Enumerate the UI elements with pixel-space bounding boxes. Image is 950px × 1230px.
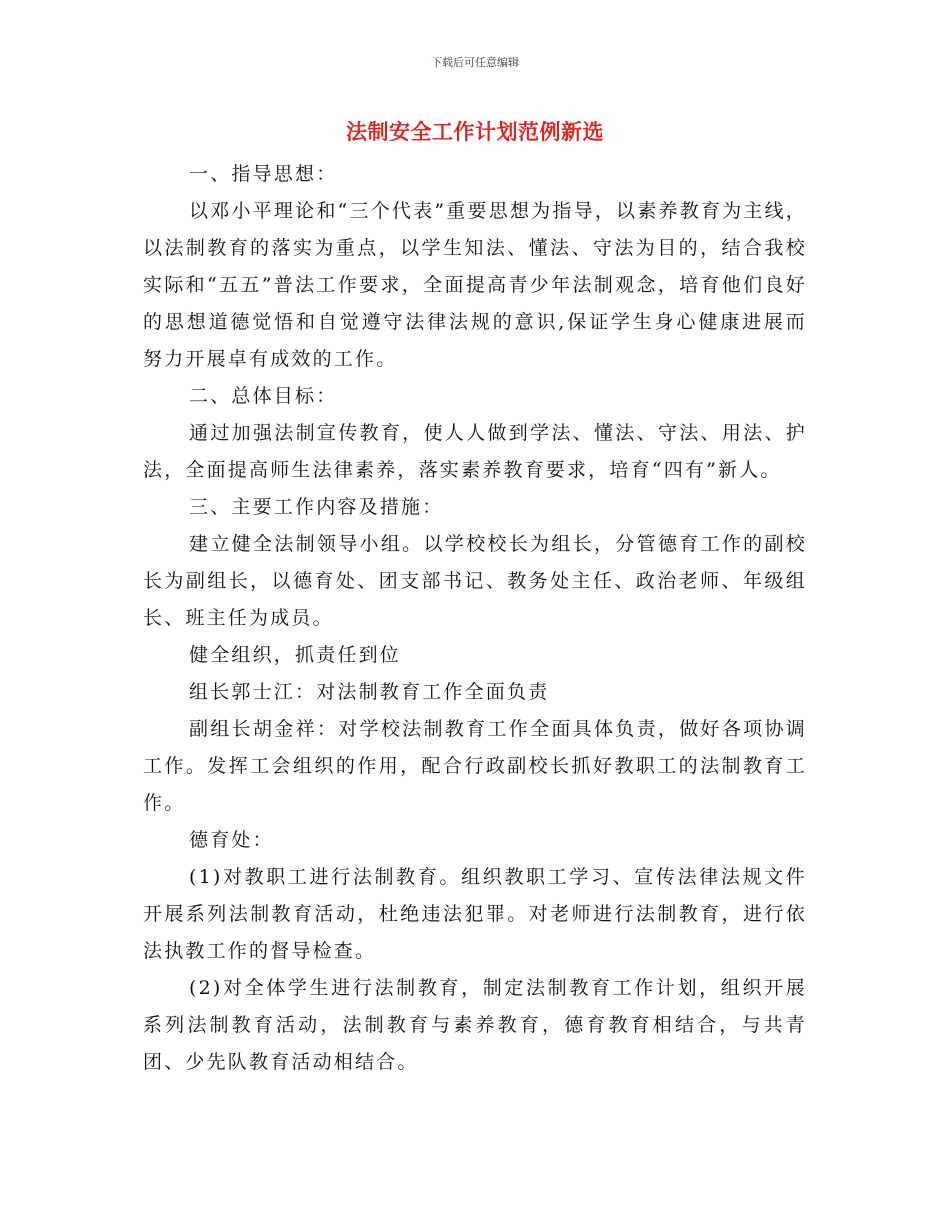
section-heading-guiding-ideology: 一、指导思想： xyxy=(189,163,338,185)
section-heading-main-work: 三、主要工作内容及措施： xyxy=(189,496,444,518)
paragraph-item-2: (2)对全体学生进行法制教育，制定法制教育工作计划，组织开展系列法制教育活动，法制教育与素养教育，德育教育相结合，与共青团、少先队教育活动相结合。 xyxy=(143,977,807,1073)
section-heading-overall-goal: 二、总体目标： xyxy=(189,385,338,407)
paragraph-leadership-group: 建立健全法制领导小组。以学校校长为组长，分管德育工作的副校长为副组长，以德育处、团支部书记、教务处主任、政治老师、年级组长、班主任为成员。 xyxy=(143,533,807,629)
paragraph-guiding-ideology: 以邓小平理论和“三个代表”重要思想为指导，以素养教育为主线，以法制教育的落实为重点，以学生知法、懂法、守法为目的，结合我校实际和“五五”普法工作要求，全面提高青少年法制观念，培育他们良好的思想道德觉悟和自觉遵守法律法规的意识,保证学生身心健康进展而努力开展卓有成效的工作。 xyxy=(143,200,807,370)
paragraph-moral-office: 德育处： xyxy=(189,829,274,851)
paragraph-item-1: (1)对教职工进行法制教育。组织教职工学习、宣传法律法规文件开展系列法制教育活动，杜绝违法犯罪。对老师进行法制教育，进行依法执教工作的督导检查。 xyxy=(143,866,807,962)
header-note: 下载后可任意编辑 xyxy=(431,56,519,69)
document-body xyxy=(143,156,807,1081)
paragraph-group-leader: 组长郭士江：对法制教育工作全面负责 xyxy=(189,681,550,703)
paragraph-organization: 健全组织，抓责任到位 xyxy=(189,644,402,666)
paragraph-overall-goal: 通过加强法制宣传教育，使人人做到学法、懂法、守法、用法、护法，全面提高师生法律素养，落实素养教育要求，培育“四有”新人。 xyxy=(143,422,807,481)
paragraph-deputy-leader: 副组长胡金祥：对学校法制教育工作全面具体负责，做好各项协调工作。发挥工会组织的作用，配合行政副校长抓好教职工的法制教育工作。 xyxy=(143,718,807,814)
document-title: 法制安全工作计划范例新选 xyxy=(346,120,604,144)
